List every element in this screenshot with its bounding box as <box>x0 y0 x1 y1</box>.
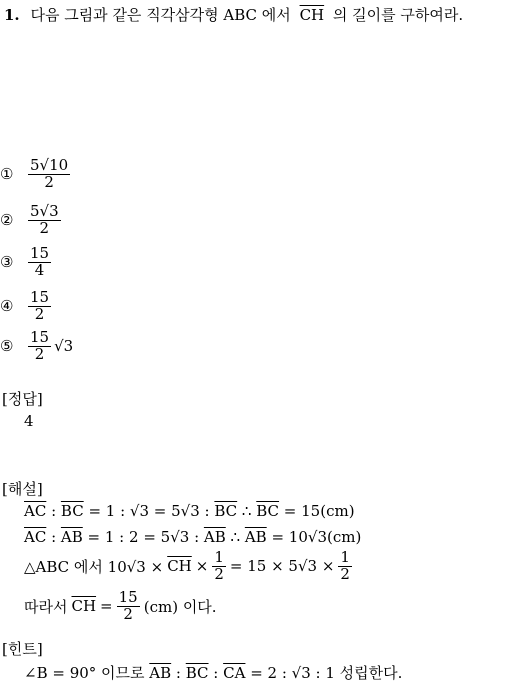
segment-bc: $\overline{BC}$ <box>185 664 209 682</box>
hint-label: [힌트] <box>2 640 43 658</box>
option-2-denominator: 2 <box>39 218 50 237</box>
option-5-suffix: √3 <box>54 337 74 356</box>
explanation-line-3 <box>24 550 352 583</box>
answer-value: 4 <box>24 412 34 430</box>
segment-bc: $\overline{BC}$ <box>60 502 84 520</box>
explanation-line-4-text: 따라서 <box>24 597 68 616</box>
option-1-mark: ① <box>0 165 14 184</box>
equals-part: = 15 × 5√3 × <box>229 557 335 576</box>
option-2-numerator: 5√3 <box>30 202 59 220</box>
equals-symbol: = <box>100 597 113 616</box>
times-symbol: × <box>195 557 209 576</box>
segment-bc: $\overline{BC}$ <box>214 502 238 520</box>
question-segment: $\overline{CH}$ <box>299 6 325 24</box>
explanation-line-4 <box>24 590 217 623</box>
hint-text: ∠B = 90° 이므로 $\overline{AB}$ : $\overline{BC}$ : $\overline{CA} = 2$ : √3 : 1 성립한다. <box>24 664 403 682</box>
option-5-mark: ⑤ <box>0 337 14 356</box>
result-unit: (cm) 이다. <box>143 597 217 616</box>
explanation-line-3-text: △ABC 에서 10√3 × <box>24 557 164 576</box>
segment-ab: $\overline{AB}$ <box>244 528 267 546</box>
option-2[interactable] <box>0 204 61 237</box>
option-5-numerator: 15 <box>30 328 50 346</box>
half-fraction: $\frac{1}{2}$ <box>340 548 350 583</box>
segment-ac: $\overline{AC}$ <box>24 502 47 520</box>
segment-ab: $\overline{AB}$ <box>60 528 83 546</box>
option-2-fraction <box>28 204 61 237</box>
option-3-denominator: 4 <box>34 260 45 279</box>
explanation-line-2: $\overline{AC}$ : $\overline{AB} = 1$ : 2 = 5√3 : $\overline{AB}$ ∴ $\overline{AB} = 10√3(cm)$ <box>24 528 362 546</box>
option-4-numerator: 15 <box>30 288 50 306</box>
option-5[interactable] <box>0 330 73 363</box>
segment-ab: $\overline{AB}$ <box>203 528 226 546</box>
result-fraction: $\frac{15}{2}$ <box>118 588 138 623</box>
option-5-fraction <box>28 330 51 363</box>
segment-ac: $\overline{AC}$ <box>24 528 47 546</box>
question <box>4 4 463 25</box>
option-4-denominator: 2 <box>34 304 45 323</box>
option-3[interactable] <box>0 246 51 279</box>
option-2-mark: ② <box>0 211 14 230</box>
option-4-mark: ④ <box>0 297 14 316</box>
segment-ab: $\overline{AB}$ <box>149 664 172 682</box>
option-4-fraction <box>28 290 51 323</box>
option-3-mark: ③ <box>0 253 14 272</box>
question-number: 1. <box>4 6 20 24</box>
explanation-line-1: $\overline{AC}$ : $\overline{BC} = 1$ : √3 = 5√3 : $\overline{BC}$ ∴ $\overline{BC} = 15(cm)$ <box>24 502 355 520</box>
option-1-numerator: 5√10 <box>30 156 69 174</box>
segment-ca: $\overline{CA}$ <box>223 664 246 682</box>
option-1-fraction <box>28 158 70 191</box>
option-3-numerator: 15 <box>30 244 50 262</box>
segment-bc: $\overline{BC}$ <box>256 502 280 520</box>
segment-ch: $\overline{CH}$ <box>167 557 192 576</box>
explanation-label: [해설] <box>2 480 43 498</box>
half-fraction: $\frac{1}{2}$ <box>214 548 224 583</box>
question-text-before: 다음 그림과 같은 직각삼각형 ABC 에서 <box>30 6 291 24</box>
option-5-denominator: 2 <box>34 344 45 363</box>
option-4[interactable] <box>0 290 51 323</box>
answer-label: [정답] <box>2 390 43 408</box>
option-5-expression <box>28 330 73 363</box>
option-1[interactable] <box>0 158 70 191</box>
segment-ch: $\overline{CH}$ <box>71 597 97 616</box>
question-text-after: 의 길이를 구하여라. <box>332 6 464 24</box>
option-3-fraction <box>28 246 51 279</box>
option-1-denominator: 2 <box>44 172 54 191</box>
